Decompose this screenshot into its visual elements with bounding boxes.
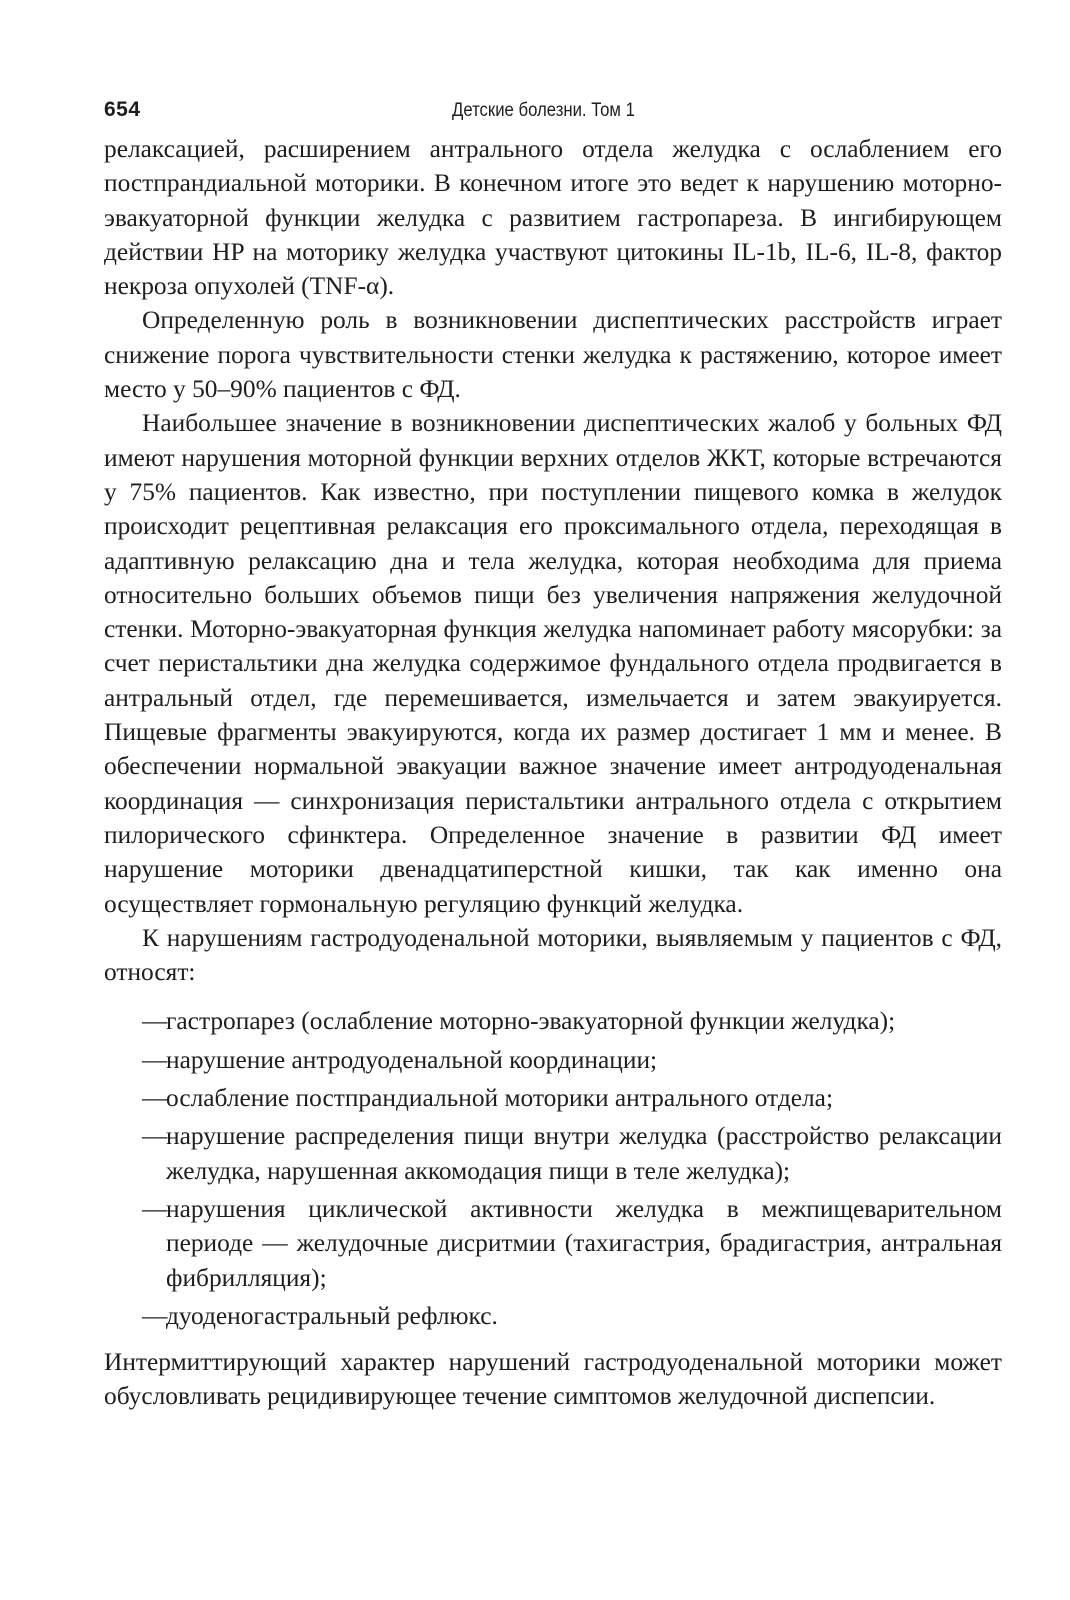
list-item: — гастропарез (ослабление моторно-эвакуаторной функции желудка); xyxy=(142,1004,1002,1038)
paragraph: Определенную роль в возникновении диспептических расстройств играет снижение порога чувствительности стенки желудка к растяжению, которое имеет место у 50–90% пациентов с ФД. xyxy=(104,306,1002,404)
paragraph-continuation: релаксацией, расширением антрального отдела желудка с ослаблением его постпрандиальной моторики. В конечном итоге это ведет к нарушению моторно-эвакуаторной функции желудка с развитием гастропареза. В ингибирующем действии HP на моторику желудка участвуют цитокины IL-1b, IL-6, IL-8, фактор некроза опухолей (TNF-α). xyxy=(104,135,1002,301)
paragraph: Наибольшее значение в возникновении диспептических жалоб у больных ФД имеют нарушения моторной функции верхних отделов ЖКТ, которые встречаются у 75% пациентов. Как известно, при поступлении пищевого комка в желудок происходит рецептивная релаксация его проксимального отдела, переходящая в адаптивную релаксацию дна и тела желудка, которая необходима для приема относительно больших объемов пищи без увеличения напряжения желудочной стенки. Моторно-эвакуаторная функция желудка напоминает работу мясорубки: за счет перистальтики дна желудка содержимое фундального отдела продвигается в антральный отдел, где перемешивается, измельчается и затем эвакуируется. Пищевые фрагменты эвакуируются, когда их размер достигает 1 мм и менее. В обеспечении нормальной эвакуации важное значение имеет антродуоденальная координация — синхронизация перистальтики антрального отдела с открытием пилорического сфинктера. Определенное значение в развитии ФД имеет нарушение моторики двенадцатиперстной кишки, так как именно она осуществляет гормональную регуляцию функций желудка. xyxy=(104,409,1002,918)
book-title: Детские болезни. Том 1 xyxy=(452,100,635,121)
list-item: — нарушения циклической активности желудка в межпищеварительном периоде — желудочные дисритмии (тахигастрия, брадигастрия, антральная фибрилляция); xyxy=(142,1192,1002,1295)
page-number: 654 xyxy=(104,98,141,121)
list-item: — ослабление постпрандиальной моторики антрального отдела; xyxy=(142,1081,1002,1115)
list-intro-paragraph: К нарушениям гастродуоденальной моторики, выявляемым у пациентов с ФД, относят: xyxy=(104,923,1002,987)
list-item: — нарушение распределения пищи внутри желудка (расстройство релаксации желудка, нарушенная аккомодация пищи в теле желудка); xyxy=(142,1119,1002,1188)
closing-paragraph: Интермиттирующий характер нарушений гастродуоденальной моторики может обусловливать рецидивирующее течение симптомов желудочной диспепсии. xyxy=(104,1348,1002,1411)
book-page xyxy=(104,92,1002,1414)
motility-disorders-list xyxy=(104,1004,1002,1333)
list-item: — нарушение антродуоденальной координации; xyxy=(142,1043,1002,1077)
body-text xyxy=(104,132,1002,1414)
list-item: — дуоденогастральный рефлюкс. xyxy=(142,1299,1002,1333)
running-header xyxy=(104,92,1002,132)
